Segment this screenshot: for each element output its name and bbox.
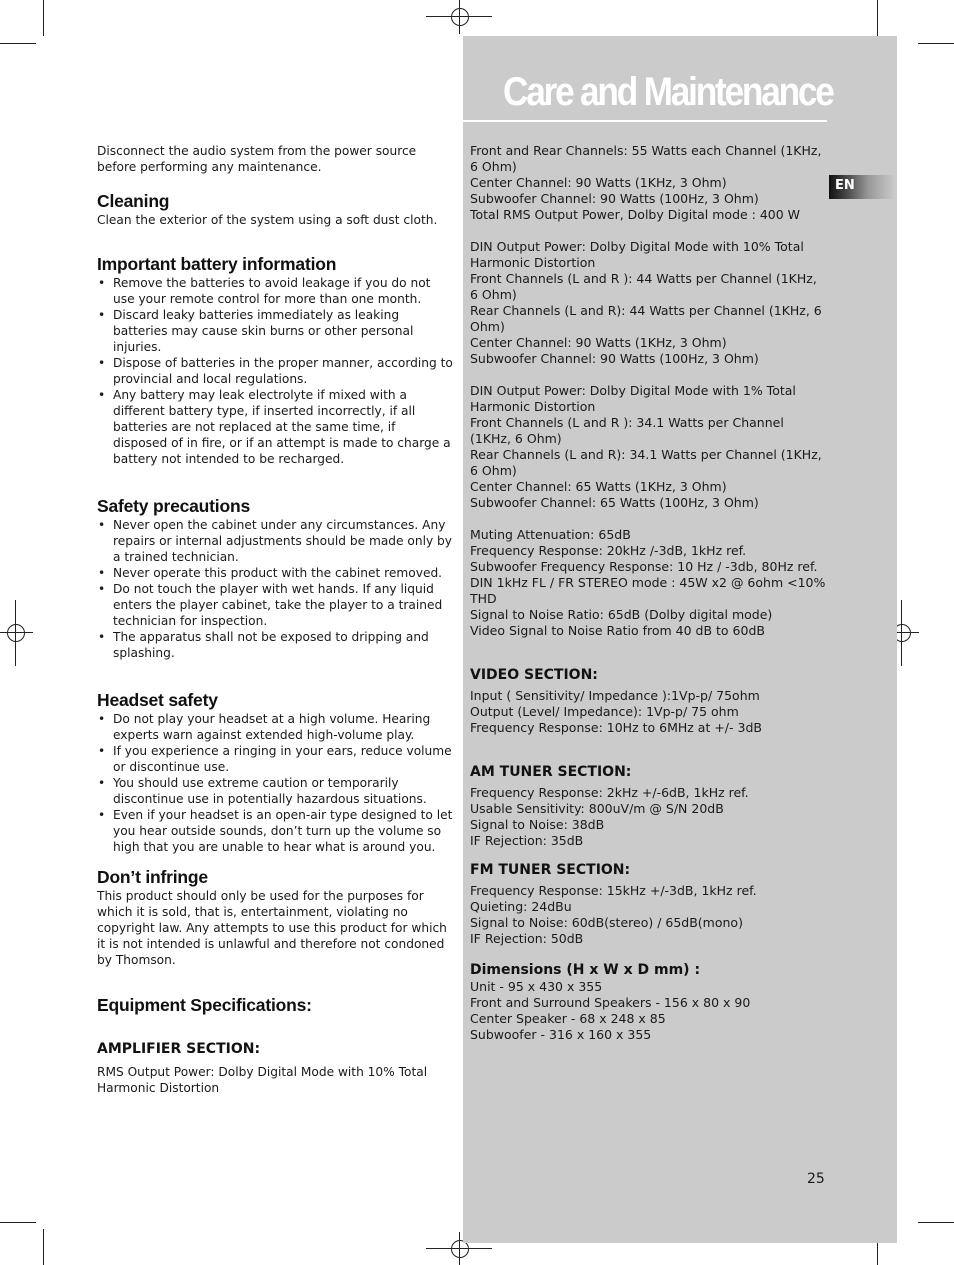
spec-line: Front and Rear Channels: 55 Watts each Channel (1KHz, 6 Ohm)	[470, 143, 822, 174]
spec-line: Subwoofer Channel: 65 Watts (100Hz, 3 Ohm)	[470, 495, 759, 510]
left-column	[97, 143, 453, 1096]
battery-list	[97, 275, 453, 467]
cleaning-heading: Cleaning	[97, 191, 170, 211]
safety-heading: Safety precautions	[97, 496, 250, 516]
cleaning-text: Clean the exterior of the system using a soft dust cloth.	[97, 213, 438, 227]
spec-line: DIN Output Power: Dolby Digital Mode with 10% Total Harmonic Distortion	[470, 239, 804, 270]
headset-list	[97, 711, 453, 855]
spec-line: Rear Channels (L and R): 44 Watts per Channel (1KHz, 6 Ohm)	[470, 303, 822, 334]
amplifier-text: RMS Output Power: Dolby Digital Mode with 10% Total Harmonic Distortion	[97, 1065, 428, 1095]
am-tuner-heading: AM TUNER SECTION:	[470, 764, 632, 780]
spec-line: Output (Level/ Impedance): 1Vp-p/ 75 ohm	[470, 704, 739, 719]
amplifier-heading: AMPLIFIER SECTION:	[97, 1041, 261, 1057]
spec-line: Signal to Noise: 38dB	[470, 817, 605, 832]
video-spec-block	[470, 688, 826, 736]
dimensions-spec-block	[470, 979, 826, 1043]
crop-mark	[459, 1232, 460, 1265]
crop-mark	[459, 0, 460, 34]
amp-spec-block-2	[470, 239, 826, 367]
spec-line: Subwoofer Channel: 90 Watts (100Hz, 3 Ohm)	[470, 351, 759, 366]
spec-line: Front Channels (L and R ): 34.1 Watts per Channel (1KHz, 6 Ohm)	[470, 415, 784, 446]
spec-line: Usable Sensitivity: 800uV/m @ S/N 20dB	[470, 801, 724, 816]
spec-line: Rear Channels (L and R): 34.1 Watts per Channel (1KHz, 6 Ohm)	[470, 447, 822, 478]
amp-spec-block-4	[470, 527, 826, 639]
spec-line: Front Channels (L and R ): 44 Watts per Channel (1KHz, 6 Ohm)	[470, 271, 817, 302]
fm-tuner-heading: FM TUNER SECTION:	[470, 862, 631, 878]
list-item: • The apparatus shall not be exposed to dripping and splashing.	[97, 629, 453, 661]
crop-mark	[0, 43, 36, 44]
spec-line: Signal to Noise: 60dB(stereo) / 65dB(mono)	[470, 915, 743, 930]
am-tuner-spec-block	[470, 785, 826, 849]
spec-line: Subwoofer - 316 x 160 x 355	[470, 1027, 652, 1042]
crop-mark	[877, 0, 878, 36]
spec-line: Total RMS Output Power, Dolby Digital mode : 400 W	[470, 207, 801, 222]
list-item: • Never open the cabinet under any circumstances. Any repairs or internal adjustments should be made only by a trained technician.	[97, 517, 453, 565]
amp-spec-block-1	[470, 143, 826, 223]
spec-line: Input ( Sensitivity/ Impedance ):1Vp-p/ 75ohm	[470, 688, 760, 703]
headset-heading: Headset safety	[97, 690, 218, 710]
list-item: • Do not touch the player with wet hands. If any liquid enters the player cabinet, take the player to a trained technician for inspection.	[97, 581, 453, 629]
list-item: • Dispose of batteries in the proper manner, according to provincial and local regulations.	[97, 355, 453, 387]
spec-line: Signal to Noise Ratio: 65dB (Dolby digital mode)	[470, 607, 773, 622]
spec-line: Center Channel: 65 Watts (1KHz, 3 Ohm)	[470, 479, 727, 494]
spec-line: Video Signal to Noise Ratio from 40 dB to 60dB	[470, 623, 765, 638]
crop-mark	[0, 632, 33, 633]
crop-mark	[918, 43, 954, 44]
spec-line: Center Channel: 90 Watts (1KHz, 3 Ohm)	[470, 335, 727, 350]
crop-mark	[43, 0, 44, 36]
list-item: • Never operate this product with the cabinet removed.	[97, 565, 453, 581]
language-tab	[829, 175, 895, 199]
dimensions-heading: Dimensions (H x W x D mm) :	[470, 962, 701, 978]
list-item: • Any battery may leak electrolyte if mixed with a different battery type, if inserted incorrectly, if all batteries are not replaced at the same time, if disposed of in fire, or if an attempt is made to charge a battery not intended to be recharged.	[97, 387, 453, 467]
crop-mark	[15, 600, 16, 666]
amp-spec-block-3	[470, 383, 826, 511]
spec-line: DIN 1kHz FL / FR STEREO mode : 45W x2 @ 6ohm <10% THD	[470, 575, 826, 606]
video-heading: VIDEO SECTION:	[470, 667, 598, 683]
equipment-heading: Equipment Specifications:	[97, 995, 312, 1015]
spec-line: Muting Attenuation: 65dB	[470, 527, 631, 542]
spec-line: Frequency Response: 15kHz +/-3dB, 1kHz ref.	[470, 883, 757, 898]
registration-mark-icon	[451, 8, 469, 26]
page-title: Care and Maintenance	[503, 70, 833, 114]
list-item: • Discard leaky batteries immediately as leaking batteries may cause skin burns or other personal injuries.	[97, 307, 453, 355]
list-item: • If you experience a ringing in your ears, reduce volume or discontinue use.	[97, 743, 453, 775]
right-column	[470, 143, 826, 1043]
spec-line: DIN Output Power: Dolby Digital Mode with 1% Total Harmonic Distortion	[470, 383, 796, 414]
spec-line: Subwoofer Channel: 90 Watts (100Hz, 3 Ohm)	[470, 191, 759, 206]
registration-mark-icon	[7, 624, 25, 642]
spec-line: Front and Surround Speakers - 156 x 80 x 90	[470, 995, 751, 1010]
page-number: 25	[807, 1171, 825, 1187]
language-tab-label: EN	[835, 178, 855, 193]
crop-mark	[901, 600, 902, 666]
spec-line: Subwoofer Frequency Response: 10 Hz / -3db, 80Hz ref.	[470, 559, 818, 574]
crop-mark	[43, 1229, 44, 1265]
list-item: • You should use extreme caution or temporarily discontinue use in potentially hazardous situations.	[97, 775, 453, 807]
title-divider	[463, 120, 827, 122]
spec-line: Frequency Response: 20kHz /-3dB, 1kHz ref.	[470, 543, 747, 558]
spec-line: Unit - 95 x 430 x 355	[470, 979, 603, 994]
spec-line: Quieting: 24dBu	[470, 899, 572, 914]
spec-line: Frequency Response: 10Hz to 6MHz at +/- 3dB	[470, 720, 762, 735]
list-item: • Remove the batteries to avoid leakage if you do not use your remote control for more than one month.	[97, 275, 453, 307]
crop-mark	[918, 1222, 954, 1223]
spec-line: IF Rejection: 35dB	[470, 833, 584, 848]
spec-line: Frequency Response: 2kHz +/-6dB, 1kHz ref.	[470, 785, 749, 800]
safety-list	[97, 517, 453, 661]
infringe-heading: Don’t infringe	[97, 867, 208, 887]
intro-text: Disconnect the audio system from the power source before performing any maintenance.	[97, 144, 417, 174]
spec-line: IF Rejection: 50dB	[470, 931, 584, 946]
list-item: • Do not play your headset at a high volume. Hearing experts warn against extended high-volume play.	[97, 711, 453, 743]
list-item: • Even if your headset is an open-air type designed to let you hear outside sounds, don’t turn up the volume so high that you are unable to hear what is around you.	[97, 807, 453, 855]
fm-tuner-spec-block	[470, 883, 826, 947]
battery-heading: Important battery information	[97, 254, 337, 274]
spec-line: Center Speaker - 68 x 248 x 85	[470, 1011, 666, 1026]
infringe-text: This product should only be used for the purposes for which it is sold, that is, entertainment, violating no copyright law. Any attempts to use this product for which it is not intended is unlawful and therefore not condoned by Thomson.	[97, 889, 447, 967]
crop-mark	[0, 1222, 36, 1223]
spec-line: Center Channel: 90 Watts (1KHz, 3 Ohm)	[470, 175, 727, 190]
